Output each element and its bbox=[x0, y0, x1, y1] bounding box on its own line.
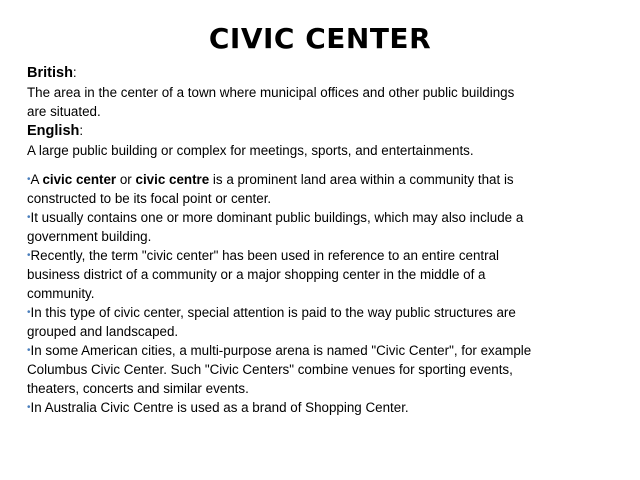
colon: : bbox=[79, 123, 84, 138]
bullet-item bbox=[27, 171, 514, 189]
bullet-icon: • bbox=[27, 174, 31, 185]
slide-title: CIVIC CENTER bbox=[208, 22, 432, 55]
british-heading: British bbox=[27, 65, 73, 81]
bullet-icon: • bbox=[27, 212, 31, 223]
text: It usually contains one or more dominant public buildings, which may also include a bbox=[30, 210, 524, 225]
text: is a prominent land area within a community that is bbox=[209, 172, 514, 187]
bullet-icon: • bbox=[27, 402, 31, 413]
british-definition-line: are situated. bbox=[27, 104, 101, 119]
bullet-icon: • bbox=[27, 307, 31, 318]
bullet-continuation: community. bbox=[27, 286, 95, 301]
bullet-continuation: theaters, concerts and similar events. bbox=[27, 381, 249, 396]
text: In some American cities, a multi-purpose arena is named "Civic Center", for example bbox=[30, 343, 532, 358]
english-definition-line: A large public building or complex for meetings, sports, and entertainments. bbox=[27, 143, 474, 158]
bullet-item bbox=[27, 399, 409, 417]
bullet-continuation: grouped and landscaped. bbox=[27, 324, 179, 339]
text: or bbox=[116, 172, 136, 187]
term-bold: civic center bbox=[42, 172, 117, 187]
text: A bbox=[30, 172, 43, 187]
bullet-item bbox=[27, 209, 523, 227]
british-heading-line bbox=[27, 64, 77, 82]
bullet-icon: • bbox=[27, 345, 31, 356]
text: In this type of civic center, special attention is paid to the way public structures are bbox=[30, 305, 516, 320]
term-bold: civic centre bbox=[135, 172, 210, 187]
colon: : bbox=[72, 65, 77, 80]
bullet-icon: • bbox=[27, 250, 31, 261]
bullet-item bbox=[27, 247, 499, 265]
bullet-item bbox=[27, 304, 516, 322]
text: In Australia Civic Centre is used as a brand of Shopping Center. bbox=[30, 400, 409, 415]
bullet-continuation: constructed to be its focal point or center. bbox=[27, 191, 272, 206]
bullet-continuation: government building. bbox=[27, 229, 152, 244]
bullet-continuation: business district of a community or a major shopping center in the middle of a bbox=[27, 267, 486, 282]
bullet-continuation: Columbus Civic Center. Such "Civic Centers" combine venues for sporting events, bbox=[27, 362, 513, 377]
british-definition-line: The area in the center of a town where municipal offices and other public buildings bbox=[27, 85, 515, 100]
english-heading: English bbox=[27, 123, 80, 139]
bullet-item bbox=[27, 342, 531, 360]
english-heading-line bbox=[27, 122, 83, 140]
text: Recently, the term "civic center" has been used in reference to an entire central bbox=[30, 248, 500, 263]
